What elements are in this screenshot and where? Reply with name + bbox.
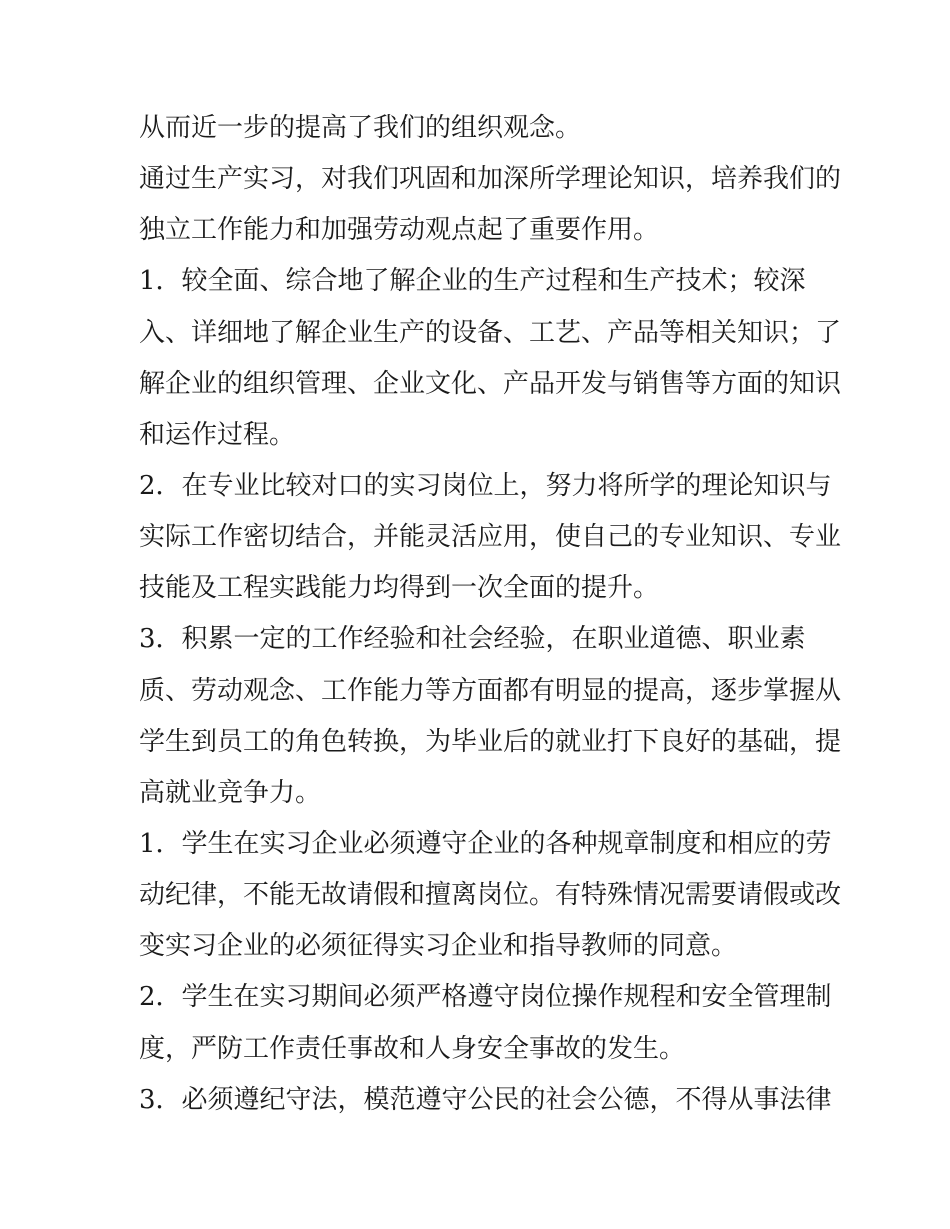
text-line: 3．积累一定的工作经验和社会经验，在职业道德、职业素 (139, 624, 806, 654)
text-line: 解企业的组织管理、企业文化、产品开发与销售等方面的知识 (139, 369, 842, 399)
text-line: 独立工作能力和加强劳动观点起了重要作用。 (139, 215, 660, 245)
text-line: 技能及工程实践能力均得到一次全面的提升。 (139, 573, 660, 603)
text-line: 动纪律，不能无故请假和擅离岗位。有特殊情况需要请假或改 (139, 880, 842, 910)
text-line: 度，严防工作责任事故和人身安全事故的发生。 (139, 1034, 686, 1064)
text-line: 2．在专业比较对口的实习岗位上，努力将所学的理论知识与 (139, 471, 832, 501)
text-line: 入、详细地了解企业生产的设备、工艺、产品等相关知识；了 (139, 318, 842, 348)
text-line: 1．学生在实习企业必须遵守企业的各种规章制度和相应的劳 (139, 829, 832, 859)
text-line: 实际工作密切结合，并能灵活应用，使自己的专业知识、专业 (139, 522, 842, 552)
text-line: 和运作过程。 (139, 420, 296, 450)
text-line: 学生到员工的角色转换，为毕业后的就业打下良好的基础，提 (139, 727, 842, 757)
text-line: 质、劳动观念、工作能力等方面都有明显的提高，逐步掌握从 (139, 676, 842, 706)
text-line: 从而近一步的提高了我们的组织观念。 (139, 113, 582, 143)
text-line: 3．必须遵纪守法，模范遵守公民的社会公德，不得从事法律 (139, 1085, 832, 1115)
text-line: 2．学生在实习期间必须严格遵守岗位操作规程和安全管理制 (139, 982, 832, 1012)
text-line: 高就业竞争力。 (139, 778, 322, 808)
text-line: 1．较全面、综合地了解企业的生产过程和生产技术；较深 (139, 266, 806, 296)
text-line: 变实习企业的必须征得实习企业和指导教师的同意。 (139, 931, 738, 961)
text-line: 通过生产实习，对我们巩固和加深所学理论知识，培养我们的 (139, 164, 842, 194)
